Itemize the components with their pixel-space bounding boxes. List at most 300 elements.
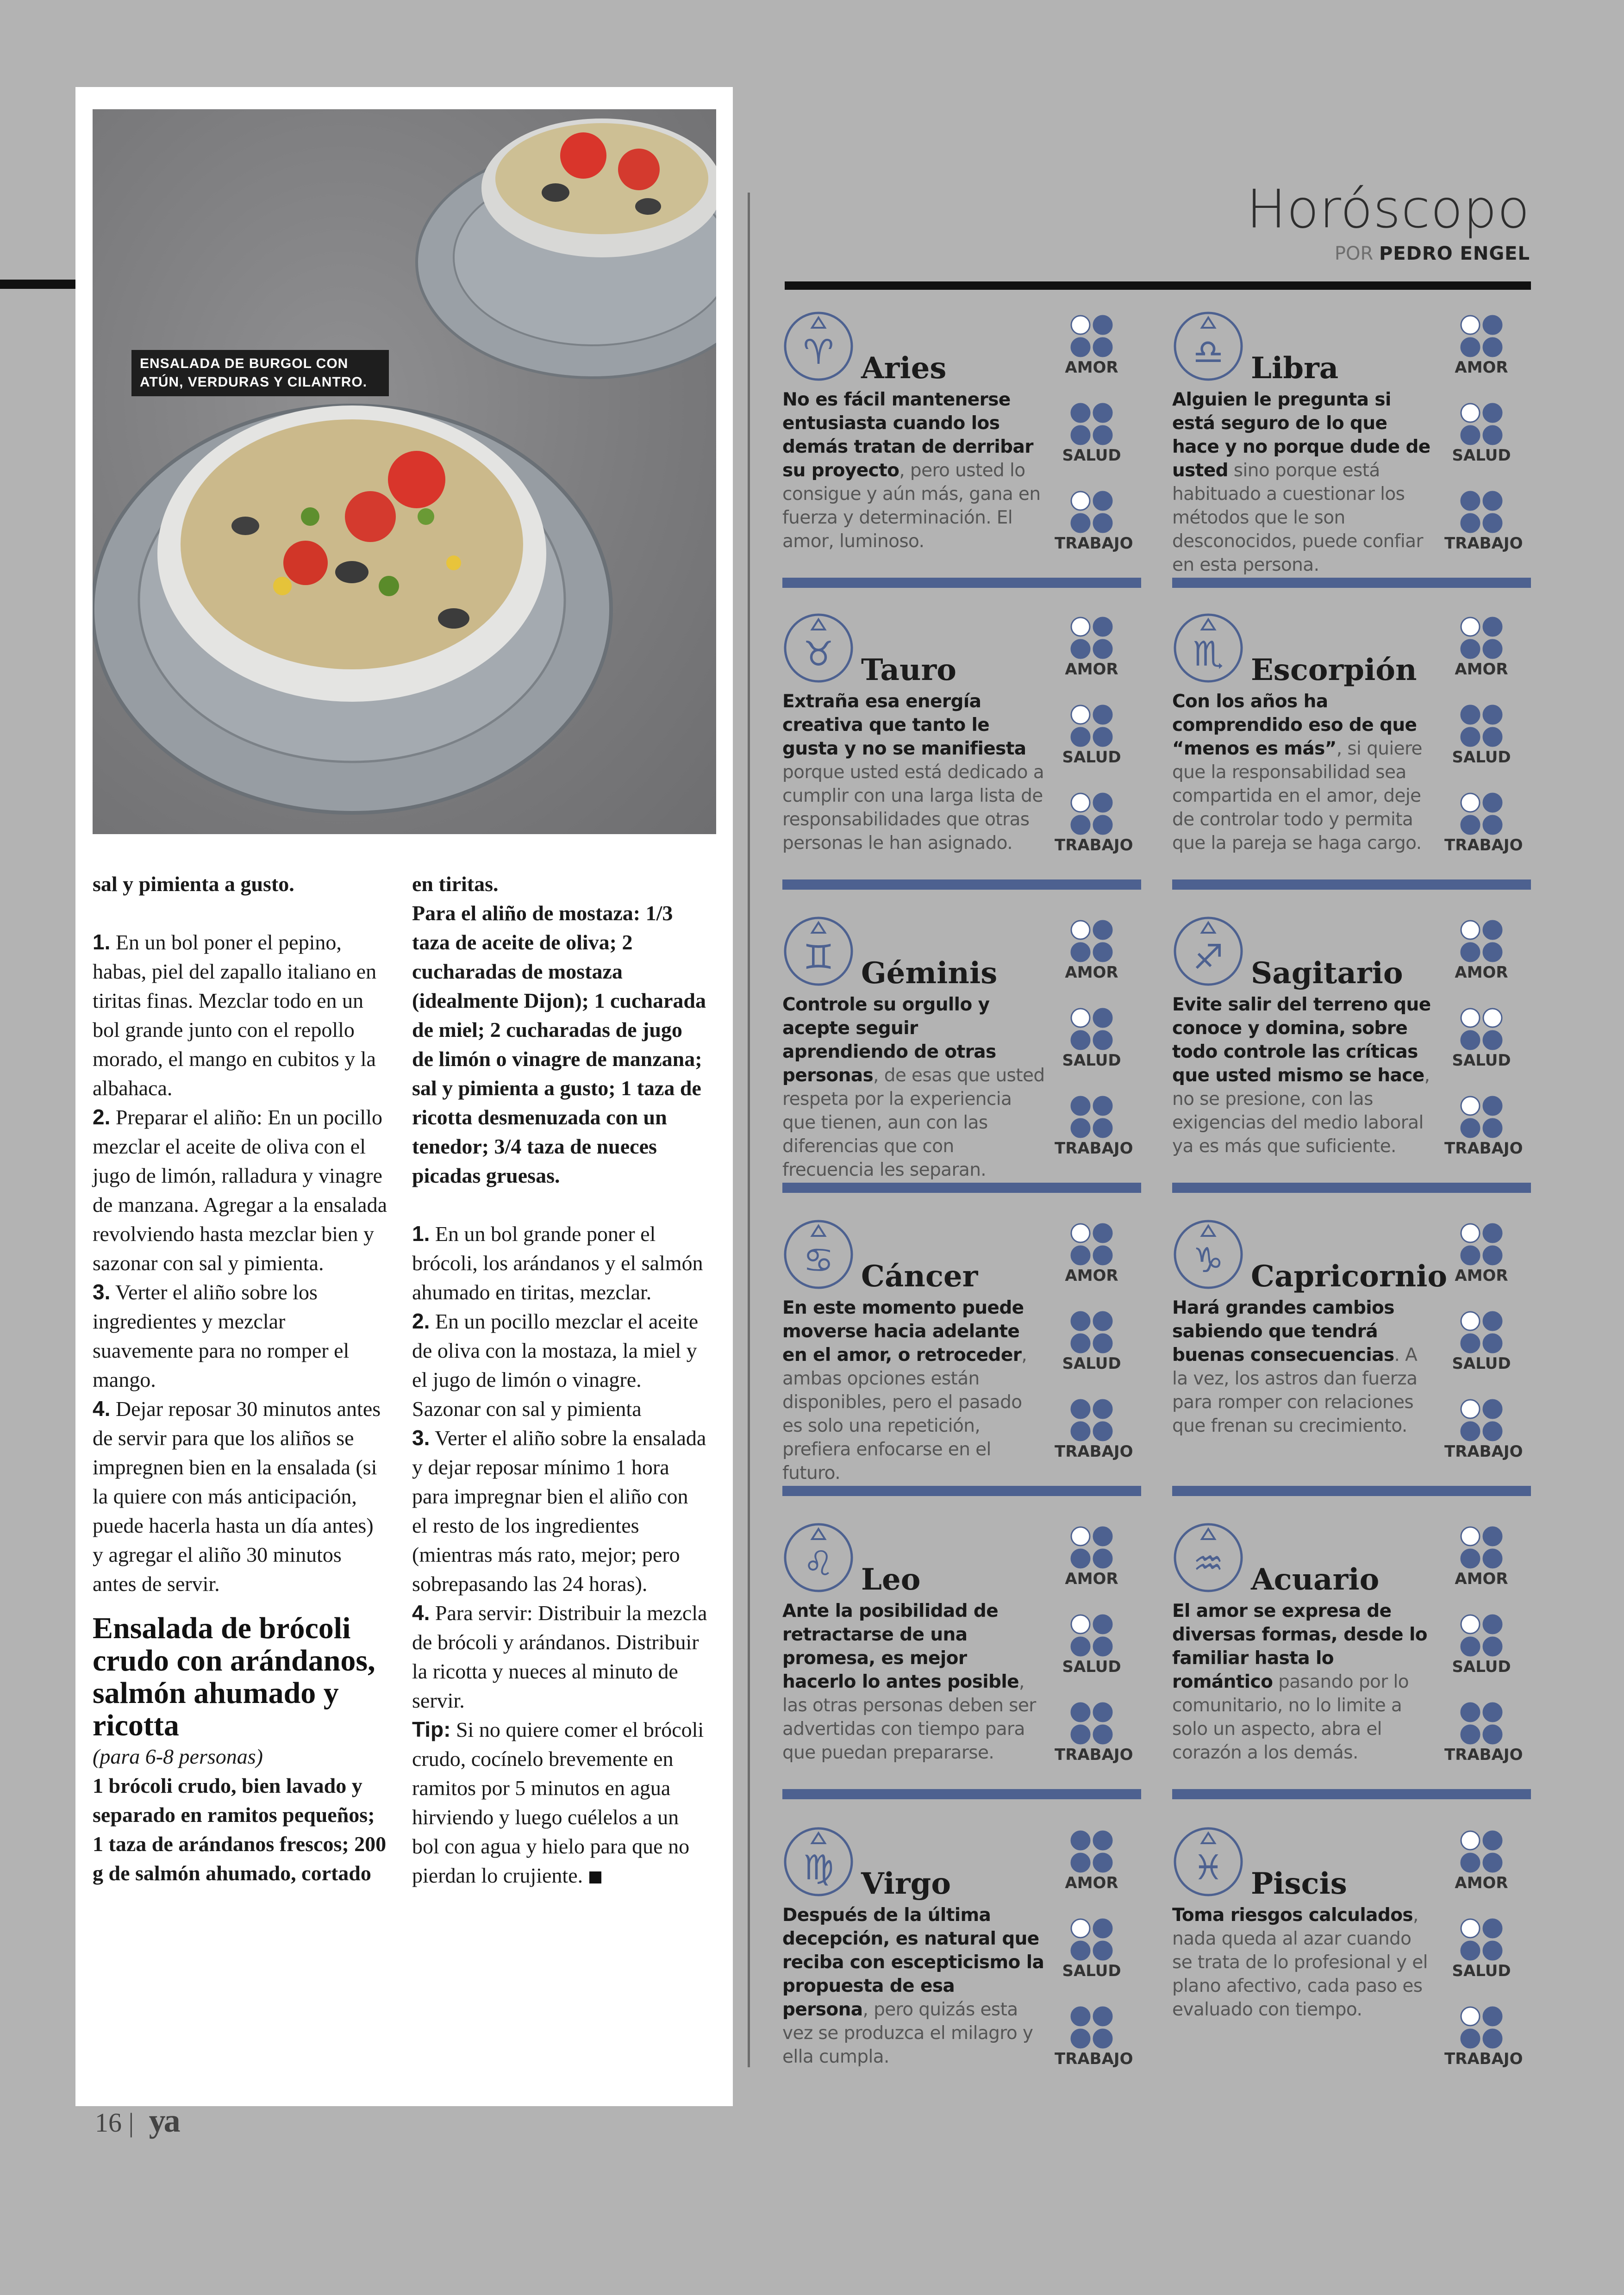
rating-amor <box>1444 616 1518 679</box>
rating-trabajo <box>1055 1398 1133 1461</box>
rating-dot-filled <box>1483 705 1502 724</box>
rating-dot-filled <box>1483 1853 1502 1872</box>
rating-dot-filled <box>1483 2029 1502 2048</box>
zodiac-emblem-icon <box>1172 1217 1244 1290</box>
sign-description-lead: Hará grandes cambios sabiendo que tendrá buenas consecuencias <box>1172 1297 1394 1366</box>
rating-dot-filled <box>1071 1725 1090 1744</box>
sign-description-rest: , las otras personas deben ser advertidas con tiempo para que puedan prepararse. <box>782 1671 1036 1763</box>
sign-description-lead: Toma riesgos calculados <box>1172 1905 1413 1926</box>
rating-dot-filled <box>1093 793 1112 812</box>
sign-separator-bar <box>782 1486 1141 1496</box>
rating-dot-filled <box>1071 1031 1090 1049</box>
sign-name: Escorpión <box>1251 653 1417 687</box>
rating-dot-filled <box>1071 426 1090 444</box>
rating-dot-filled <box>1071 338 1090 356</box>
rating-dot-filled <box>1071 1400 1090 1418</box>
rating-amor <box>1444 919 1518 982</box>
rating-dot-filled <box>1461 816 1480 834</box>
zodiac-emblem-icon <box>1172 309 1244 381</box>
rating-trabajo <box>1444 1095 1523 1158</box>
rating-dot-empty <box>1461 921 1480 939</box>
rating-dots <box>1069 1525 1114 1570</box>
rating-dot-filled <box>1071 1246 1090 1265</box>
rating-dot-filled <box>1483 943 1502 961</box>
rating-dot-filled <box>1461 2029 1480 2048</box>
sign-name: Cáncer <box>861 1259 978 1294</box>
rating-salud <box>1055 1613 1129 1676</box>
rating-dot-empty <box>1461 1527 1480 1546</box>
step-text: Verter el aliño sobre la ensalada y dejar reposar mínimo 1 hora para impregnar bien el aliño con el resto de los ingredientes (mientras más rato, mejor; pero sobrepasando las 24 horas). <box>412 1426 706 1596</box>
page-footer: 16 | ya <box>95 2102 179 2139</box>
rating-dot-filled <box>1461 1703 1480 1721</box>
rating-dot-filled <box>1461 1246 1480 1265</box>
rating-dot-empty <box>1071 617 1090 636</box>
sign-card-libra <box>1172 309 1533 587</box>
sign-description <box>1172 388 1436 577</box>
rating-dots <box>1069 1222 1114 1266</box>
rating-amor <box>1055 1525 1129 1588</box>
sign-separator-bar <box>782 879 1141 890</box>
recipe-ingredients: 1 brócoli crudo, bien lavado y separado en ramitos pequeños; 1 taza de arándanos frescos; 200 g de salmón ahumado, cortado <box>93 1774 387 1885</box>
sign-name: Virgo <box>861 1866 951 1901</box>
rating-dots <box>1069 1613 1114 1658</box>
rating-dot-filled <box>1461 1334 1480 1353</box>
rating-label: SALUD <box>1062 1051 1121 1070</box>
rating-salud <box>1444 704 1518 767</box>
rating-label: AMOR <box>1455 1874 1508 1892</box>
rating-dot-filled <box>1093 1549 1112 1568</box>
recipe-tip <box>412 1715 708 1890</box>
rating-dot-empty <box>1461 1919 1480 1938</box>
rating-dot-filled <box>1461 1422 1480 1441</box>
rating-dot-filled <box>1093 338 1112 356</box>
rating-dot-filled <box>1483 1831 1502 1850</box>
rating-dot-filled <box>1483 793 1502 812</box>
rating-dots <box>1459 792 1504 836</box>
rating-amor <box>1055 1829 1129 1892</box>
rating-dot-filled <box>1483 1919 1502 1938</box>
step-text: Verter el aliño sobre los ingredientes y mezclar suavemente para no romper el mango. <box>93 1280 350 1391</box>
sign-card-capricornio <box>1172 1217 1533 1495</box>
rating-label: SALUD <box>1452 1051 1511 1070</box>
rating-dot-filled <box>1483 426 1502 444</box>
rating-dot-filled <box>1093 426 1112 444</box>
rating-dot-filled <box>1071 640 1090 658</box>
salad-photo <box>93 109 716 834</box>
rating-dots <box>1459 1222 1504 1266</box>
rating-dot-filled <box>1483 816 1502 834</box>
rating-dot-filled <box>1071 1097 1090 1115</box>
rating-dot-empty <box>1461 1224 1480 1242</box>
rating-dot-filled <box>1461 1031 1480 1049</box>
rating-dot-filled <box>1093 2007 1112 2026</box>
rating-dot-filled <box>1461 640 1480 658</box>
rating-dot-filled <box>1093 514 1112 532</box>
sign-description-rest: . A la vez, los astros dan fuerza para romper con relaciones que frenan su crecimiento. <box>1172 1345 1418 1436</box>
rating-amor <box>1444 314 1518 377</box>
rating-dot-filled <box>1093 1422 1112 1441</box>
rating-dot-empty <box>1461 1312 1480 1330</box>
rating-label: AMOR <box>1065 963 1118 982</box>
sign-name: Sagitario <box>1251 956 1403 991</box>
recipe-step <box>93 928 389 1103</box>
rating-dots <box>1459 704 1504 748</box>
step-text: Para servir: Distribuir la mezcla de brócoli y arándanos. Distribuir la ricotta y nueces al minuto de servir. <box>412 1601 707 1712</box>
sign-description-rest: , nada queda al azar cuando se trata de lo profesional y el plano afectivo, cada paso es evaluado con tiempo. <box>1172 1905 1428 2020</box>
rating-dot-filled <box>1483 1119 1502 1137</box>
sign-card-aries <box>782 309 1143 587</box>
rating-dot-filled <box>1093 1615 1112 1634</box>
rating-dot-filled <box>1093 1637 1112 1656</box>
rating-trabajo <box>1055 1095 1133 1158</box>
rating-dots <box>1459 490 1504 534</box>
rating-dots <box>1069 1398 1114 1442</box>
sign-description-lead: Con los años ha comprendido eso de que “menos es más” <box>1172 691 1417 759</box>
rating-dot-empty <box>1071 1224 1090 1242</box>
step-number: 4. <box>412 1601 430 1625</box>
rating-trabajo <box>1444 1701 1523 1764</box>
rating-dot-filled <box>1483 1637 1502 1656</box>
rating-salud <box>1444 1310 1518 1373</box>
sign-separator-bar <box>1172 879 1531 890</box>
sign-description-lead: Extraña esa energía creativa que tanto le gusta y no se manifiesta <box>782 691 1026 759</box>
step-text: En un pocillo mezclar el aceite de oliva con la mostaza, la miel y el jugo de limón o vinagre. Sazonar con sal y pimienta <box>412 1310 699 1421</box>
rating-label: AMOR <box>1065 1266 1118 1285</box>
rating-dots <box>1459 616 1504 660</box>
rating-trabajo <box>1055 1701 1133 1764</box>
rating-label: AMOR <box>1455 660 1508 679</box>
rating-dot-filled <box>1483 1527 1502 1546</box>
sign-separator-bar <box>782 578 1141 588</box>
rating-dot-filled <box>1483 640 1502 658</box>
rating-dot-filled <box>1071 514 1090 532</box>
rating-dots <box>1459 1095 1504 1139</box>
rating-label: SALUD <box>1452 748 1511 767</box>
horoscope-byline <box>1335 243 1530 264</box>
rating-dot-filled <box>1093 1725 1112 1744</box>
rating-dot-empty <box>1071 1615 1090 1634</box>
zodiac-emblem-icon <box>782 309 855 381</box>
sign-description-rest: porque usted está dedicado a cumplir con una larga lista de responsabilidades que otras personas le han asignado. <box>782 762 1044 854</box>
horoscope-title: Horóscopo <box>1246 178 1530 240</box>
rating-salud <box>1444 1917 1518 1980</box>
rating-dot-filled <box>1071 2029 1090 2048</box>
sign-description-rest: , ambas opciones están disponibles, pero el pasado es solo una repetición, prefiera enfocarse en el futuro. <box>782 1345 1027 1484</box>
rating-label: SALUD <box>1062 748 1121 767</box>
rating-dot-filled <box>1071 2007 1090 2026</box>
rating-dot-filled <box>1483 1941 1502 1960</box>
recipe-page <box>75 87 733 2106</box>
rating-label: TRABAJO <box>1444 534 1523 553</box>
step-number: 4. <box>93 1397 111 1421</box>
rating-amor <box>1055 314 1129 377</box>
rating-dot-filled <box>1461 1941 1480 1960</box>
rating-dot-empty <box>1461 404 1480 422</box>
rating-amor <box>1055 616 1129 679</box>
sign-card-piscis <box>1172 1825 1533 2102</box>
rating-dots <box>1069 919 1114 963</box>
rating-dot-empty <box>1461 1009 1480 1027</box>
rating-dots <box>1459 1701 1504 1746</box>
rating-dot-filled <box>1093 1919 1112 1938</box>
zodiac-emblem-icon <box>782 611 855 683</box>
rating-dot-empty <box>1483 1009 1502 1027</box>
rating-label: TRABAJO <box>1444 1139 1523 1158</box>
sign-description-rest: sino porque está habituado a cuestionar los métodos que le son desconocidos, puede confiar en esta persona. <box>1172 460 1423 575</box>
rating-dots <box>1069 792 1114 836</box>
rating-dots <box>1459 1398 1504 1442</box>
rating-dot-filled <box>1093 1941 1112 1960</box>
sign-separator-bar <box>1172 1486 1531 1496</box>
sign-name: Aries <box>861 351 947 386</box>
sign-description <box>782 388 1046 553</box>
svg-text:♋: ♋ <box>803 1241 834 1280</box>
svg-text:♊: ♊ <box>803 937 834 977</box>
sign-card-geminis <box>782 914 1143 1192</box>
rating-dot-filled <box>1071 816 1090 834</box>
rating-dots <box>1069 1007 1114 1051</box>
sign-name: Piscis <box>1251 1866 1347 1901</box>
rating-dot-filled <box>1483 921 1502 939</box>
rating-dot-filled <box>1093 617 1112 636</box>
svg-text:♏: ♏ <box>1193 634 1224 674</box>
svg-text:♌: ♌ <box>803 1544 834 1584</box>
rating-dot-filled <box>1461 728 1480 746</box>
sign-description-lead: Evite salir del terreno que conoce y domina, sobre todo controle las críticas que usted mismo se hace <box>1172 994 1431 1086</box>
rating-dot-empty <box>1071 705 1090 724</box>
rating-dot-filled <box>1483 1334 1502 1353</box>
recipe-step <box>93 1103 389 1278</box>
rating-dots <box>1069 2005 1114 2050</box>
rating-dot-empty <box>1461 1831 1480 1850</box>
rating-label: SALUD <box>1062 446 1121 465</box>
rating-label: TRABAJO <box>1055 2050 1133 2068</box>
rating-salud <box>1444 1613 1518 1676</box>
rating-trabajo <box>1055 2005 1133 2068</box>
recipe-title: Ensalada de brócoli crudo con arándanos, salmón ahumado y ricotta <box>93 1611 375 1742</box>
rating-dots <box>1069 1701 1114 1746</box>
sign-card-tauro <box>782 611 1143 889</box>
rating-dot-empty <box>1461 793 1480 812</box>
rating-trabajo <box>1444 2005 1523 2068</box>
zodiac-emblem-icon <box>1172 611 1244 683</box>
zodiac-emblem-icon <box>1172 914 1244 986</box>
rating-label: TRABAJO <box>1055 1746 1133 1764</box>
step-number: 2. <box>412 1309 430 1333</box>
rating-trabajo <box>1444 792 1523 854</box>
sign-description-lead: El amor se expresa de diversas formas, desde lo familiar hasta lo romántico <box>1172 1601 1427 1692</box>
salad-bowls-illustration <box>93 109 716 834</box>
rating-dots <box>1069 402 1114 446</box>
rating-dot-filled <box>1071 1831 1090 1850</box>
rating-dot-filled <box>1071 728 1090 746</box>
rating-trabajo <box>1444 490 1523 553</box>
rating-dot-filled <box>1483 1703 1502 1721</box>
rating-label: AMOR <box>1455 358 1508 377</box>
rating-salud <box>1055 704 1129 767</box>
rating-dot-filled <box>1461 1549 1480 1568</box>
byline-author: PEDRO ENGEL <box>1379 243 1530 264</box>
rating-dots <box>1069 490 1114 534</box>
rating-label: SALUD <box>1062 1354 1121 1373</box>
rating-dot-empty <box>1461 316 1480 334</box>
rating-label: TRABAJO <box>1444 836 1523 854</box>
rating-dot-filled <box>1483 1549 1502 1568</box>
rating-label: SALUD <box>1062 1658 1121 1676</box>
rating-dot-filled <box>1461 1119 1480 1137</box>
rating-dot-filled <box>1483 1031 1502 1049</box>
recipe-step <box>412 1598 708 1715</box>
svg-text:♈: ♈ <box>803 332 834 372</box>
rating-dot-filled <box>1093 1527 1112 1546</box>
page-divider <box>748 193 750 2067</box>
rating-dot-filled <box>1461 426 1480 444</box>
sign-description <box>782 993 1046 1182</box>
rating-label: SALUD <box>1452 446 1511 465</box>
rating-dot-empty <box>1071 1527 1090 1546</box>
recipe-dressing: Para el aliño de mostaza: 1/3 taza de aceite de oliva; 2 cucharadas de mostaza (idealmente Dijon); 1 cucharada de miel; 2 cucharadas de jugo de limón o vinagre de manzana; sal y pimienta a gusto; 1 taza de ricotta desmenuzada con un tenedor; 3/4 taza de nueces picadas gruesas. <box>412 901 706 1187</box>
zodiac-emblem-icon <box>782 1217 855 1290</box>
recipe-step <box>412 1219 708 1307</box>
sign-description-rest: , no se presione, con las exigencias del medio laboral ya es más que suficiente. <box>1172 1065 1430 1157</box>
rating-dots <box>1459 1525 1504 1570</box>
rating-dots <box>1069 1829 1114 1874</box>
rating-trabajo <box>1055 490 1133 553</box>
tip-label: Tip: <box>412 1717 451 1741</box>
recipe-step <box>93 1278 389 1394</box>
rating-dots <box>1069 1917 1114 1962</box>
rating-dot-filled <box>1461 1637 1480 1656</box>
rating-dot-filled <box>1093 316 1112 334</box>
sign-description-rest: pasando por lo comunitario, no lo limite a solo un aspecto, abra el corazón a los demás. <box>1172 1671 1409 1763</box>
rating-dot-filled <box>1483 1312 1502 1330</box>
rating-dots <box>1069 616 1114 660</box>
sign-description <box>782 1599 1046 1765</box>
rating-dot-empty <box>1461 617 1480 636</box>
rating-dot-filled <box>1093 1031 1112 1049</box>
rating-label: SALUD <box>1452 1658 1511 1676</box>
sign-description-rest: , pero usted lo consigue y aún más, gana en fuerza y determinación. El amor, luminoso. <box>782 460 1041 552</box>
rating-dot-filled <box>1483 492 1502 510</box>
recipe-servings: (para 6-8 personas) <box>93 1745 263 1768</box>
page-number: 16 <box>95 2108 122 2138</box>
rating-dot-filled <box>1483 2007 1502 2026</box>
rating-dots <box>1459 1917 1504 1962</box>
rating-label: AMOR <box>1065 1874 1118 1892</box>
rating-trabajo <box>1444 1398 1523 1461</box>
rating-dot-filled <box>1461 514 1480 532</box>
rating-label: SALUD <box>1062 1962 1121 1980</box>
horoscope-header-rule <box>785 281 1531 290</box>
sign-separator-bar <box>1172 1183 1531 1193</box>
rating-dot-filled <box>1483 1615 1502 1634</box>
sign-description <box>1172 1599 1436 1765</box>
sign-description-lead: Ante la posibilidad de retractarse de una promesa, es mejor hacerlo lo antes posible <box>782 1601 1019 1692</box>
step-number: 3. <box>412 1426 430 1450</box>
rating-amor <box>1055 919 1129 982</box>
rating-dot-filled <box>1483 1224 1502 1242</box>
rating-dot-empty <box>1071 921 1090 939</box>
svg-text:♐: ♐ <box>1193 937 1224 977</box>
sign-card-sagitario <box>1172 914 1533 1192</box>
zodiac-emblem-icon <box>782 914 855 986</box>
sign-description <box>1172 690 1436 855</box>
rating-dot-empty <box>1071 1919 1090 1938</box>
sign-description-lead: Alguien le pregunta si está seguro de lo que hace y no porque dude de usted <box>1172 389 1430 481</box>
rating-dot-filled <box>1093 1334 1112 1353</box>
sign-separator-bar <box>1172 578 1531 588</box>
rating-dot-filled <box>1071 943 1090 961</box>
rating-dot-filled <box>1461 943 1480 961</box>
rating-dot-filled <box>1093 492 1112 510</box>
rating-dots <box>1459 314 1504 358</box>
byline-prefix: POR <box>1334 243 1374 264</box>
rating-dot-filled <box>1483 514 1502 532</box>
rating-dot-empty <box>1461 1097 1480 1115</box>
rating-dot-filled <box>1071 1119 1090 1137</box>
rating-dots <box>1459 1613 1504 1658</box>
step-text: Preparar el aliño: En un pocillo mezclar el aceite de oliva con el jugo de limón, ralladura y vinagre de manzana. Agregar a la ensalada revolviendo hasta mezclar bien y sazonar con sal y pimienta. <box>93 1105 387 1275</box>
step-number: 1. <box>412 1222 430 1246</box>
sign-name: Tauro <box>861 653 956 687</box>
rating-dot-filled <box>1093 1119 1112 1137</box>
rating-dot-filled <box>1093 1853 1112 1872</box>
rating-dot-filled <box>1461 492 1480 510</box>
recipe-column-2 <box>412 869 708 1890</box>
rating-dot-filled <box>1093 404 1112 422</box>
sign-description-rest: , si quiere que la responsabilidad sea compartida en el amor, deje de controlar todo y permita que la pareja se haga cargo. <box>1172 738 1422 854</box>
sign-description-lead: Después de la última decepción, es natural que reciba con escepticismo la propuesta de esa persona <box>782 1905 1044 2020</box>
rating-dot-filled <box>1071 1703 1090 1721</box>
rating-dots <box>1459 919 1504 963</box>
sign-name: Acuario <box>1251 1562 1380 1597</box>
rating-dot-filled <box>1093 728 1112 746</box>
rating-dot-filled <box>1483 1097 1502 1115</box>
rating-dot-empty <box>1461 2007 1480 2026</box>
rating-amor <box>1055 1222 1129 1285</box>
rating-label: TRABAJO <box>1055 1139 1133 1158</box>
rating-dot-filled <box>1071 404 1090 422</box>
step-text: Dejar reposar 30 minutos antes de servir para que los aliños se impregnen bien en la ensalada (si la quiere con más anticipación, puede hacerla hasta un día antes) y agregar el aliño 30 minutos antes de servir. <box>93 1397 381 1596</box>
rating-label: AMOR <box>1065 358 1118 377</box>
rating-dot-filled <box>1093 1097 1112 1115</box>
tip-text: Si no quiere comer el brócoli crudo, cocínelo brevemente en ramitos por 5 minutos en agua hirviendo y luego cuélelos a un bol con agua y hielo para que no pierdan lo crujiente. <box>412 1718 704 1887</box>
rating-dot-filled <box>1483 316 1502 334</box>
rating-label: SALUD <box>1452 1962 1511 1980</box>
rating-dots <box>1069 314 1114 358</box>
rating-label: TRABAJO <box>1055 836 1133 854</box>
sign-description <box>782 1296 1046 1485</box>
rating-label: AMOR <box>1455 1266 1508 1285</box>
rating-dots <box>1459 1310 1504 1354</box>
rating-dot-filled <box>1093 1246 1112 1265</box>
sign-description <box>1172 993 1436 1158</box>
rating-dots <box>1459 402 1504 446</box>
rating-dot-filled <box>1093 1009 1112 1027</box>
svg-text:♍: ♍ <box>803 1848 834 1888</box>
zodiac-emblem-icon <box>1172 1825 1244 1897</box>
rating-dots <box>1459 1829 1504 1874</box>
rating-salud <box>1055 1007 1129 1070</box>
svg-text:♒: ♒ <box>1193 1544 1224 1584</box>
rating-dot-filled <box>1071 1334 1090 1353</box>
recipe-step <box>412 1307 708 1423</box>
rating-dot-empty <box>1461 1400 1480 1418</box>
sign-description-rest: , pero quizás esta vez se produzca el milagro y ella cumpla. <box>782 1999 1033 2067</box>
rating-dot-filled <box>1483 338 1502 356</box>
rating-dot-filled <box>1093 2029 1112 2048</box>
svg-text:♎: ♎ <box>1193 332 1224 372</box>
